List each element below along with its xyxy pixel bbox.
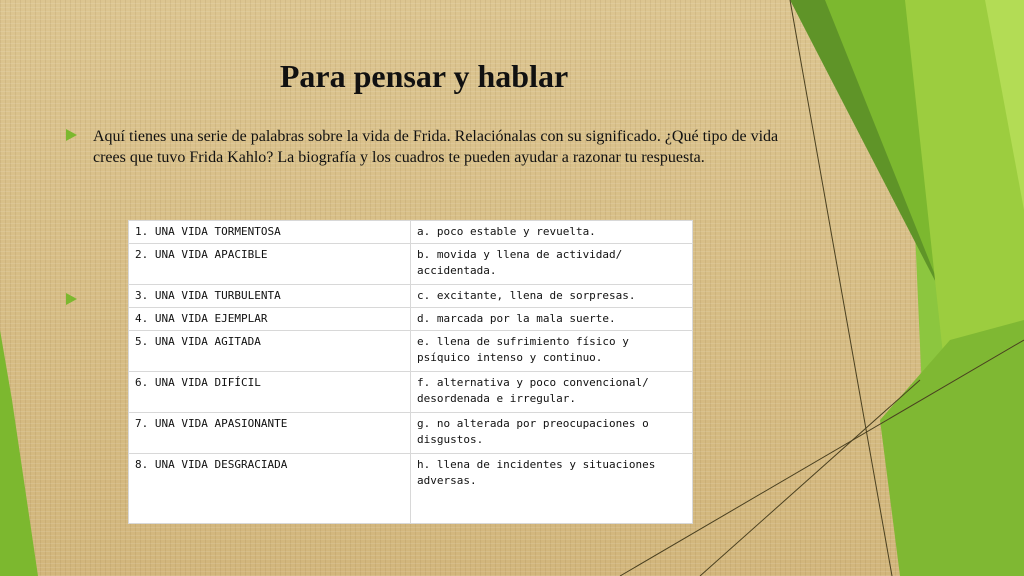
table-row xyxy=(129,285,693,308)
table-cell-meaning: e. llena de sufrimiento físico y psíquico intenso y continuo. xyxy=(411,331,693,372)
bullet-arrow-icon xyxy=(66,129,77,141)
table-cell-term: 6. UNA VIDA DIFÍCIL xyxy=(129,372,411,413)
table-cell-meaning: f. alternativa y poco convencional/ desordenada e irregular. xyxy=(411,372,693,413)
table-cell-term: 7. UNA VIDA APASIONANTE xyxy=(129,413,411,454)
table-cell-meaning: d. marcada por la mala suerte. xyxy=(411,308,693,331)
slide-title: Para pensar y hablar xyxy=(279,58,569,94)
table-cell-meaning: c. excitante, llena de sorpresas. xyxy=(411,285,693,308)
bullet-arrow-icon xyxy=(66,293,77,305)
table-cell-term: 4. UNA VIDA EJEMPLAR xyxy=(129,308,411,331)
green-facet-right-lower xyxy=(880,320,1024,576)
table-row xyxy=(129,221,693,244)
table-row xyxy=(129,454,693,524)
table-row xyxy=(129,244,693,285)
table-row xyxy=(129,413,693,454)
table-cell-meaning: g. no alterada por preocupaciones o disgustos. xyxy=(411,413,693,454)
instructions-paragraph: Aquí tienes una serie de palabras sobre la vida de Frida. Relaciónalas con su significado. ¿Qué tipo de vida crees que tuvo Frida Kahlo? La biografía y los cuadros te pueden ayudar a razonar tu respuesta. xyxy=(93,128,779,166)
table-row xyxy=(129,372,693,413)
table-row xyxy=(129,331,693,372)
table-cell-meaning: h. llena de incidentes y situaciones adversas. xyxy=(411,454,693,524)
table-cell-term: 3. UNA VIDA TURBULENTA xyxy=(129,285,411,308)
table-cell-term: 2. UNA VIDA APACIBLE xyxy=(129,244,411,285)
table-cell-meaning: b. movida y llena de actividad/ accidentada. xyxy=(411,244,693,285)
table-cell-term: 8. UNA VIDA DESGRACIADA xyxy=(129,454,411,524)
table-row xyxy=(129,308,693,331)
matching-table xyxy=(128,220,693,524)
table-cell-term: 1. UNA VIDA TORMENTOSA xyxy=(129,221,411,244)
table-cell-term: 5. UNA VIDA AGITADA xyxy=(129,331,411,372)
table-cell-meaning: a. poco estable y revuelta. xyxy=(411,221,693,244)
green-facet-left-bottom xyxy=(0,330,38,576)
